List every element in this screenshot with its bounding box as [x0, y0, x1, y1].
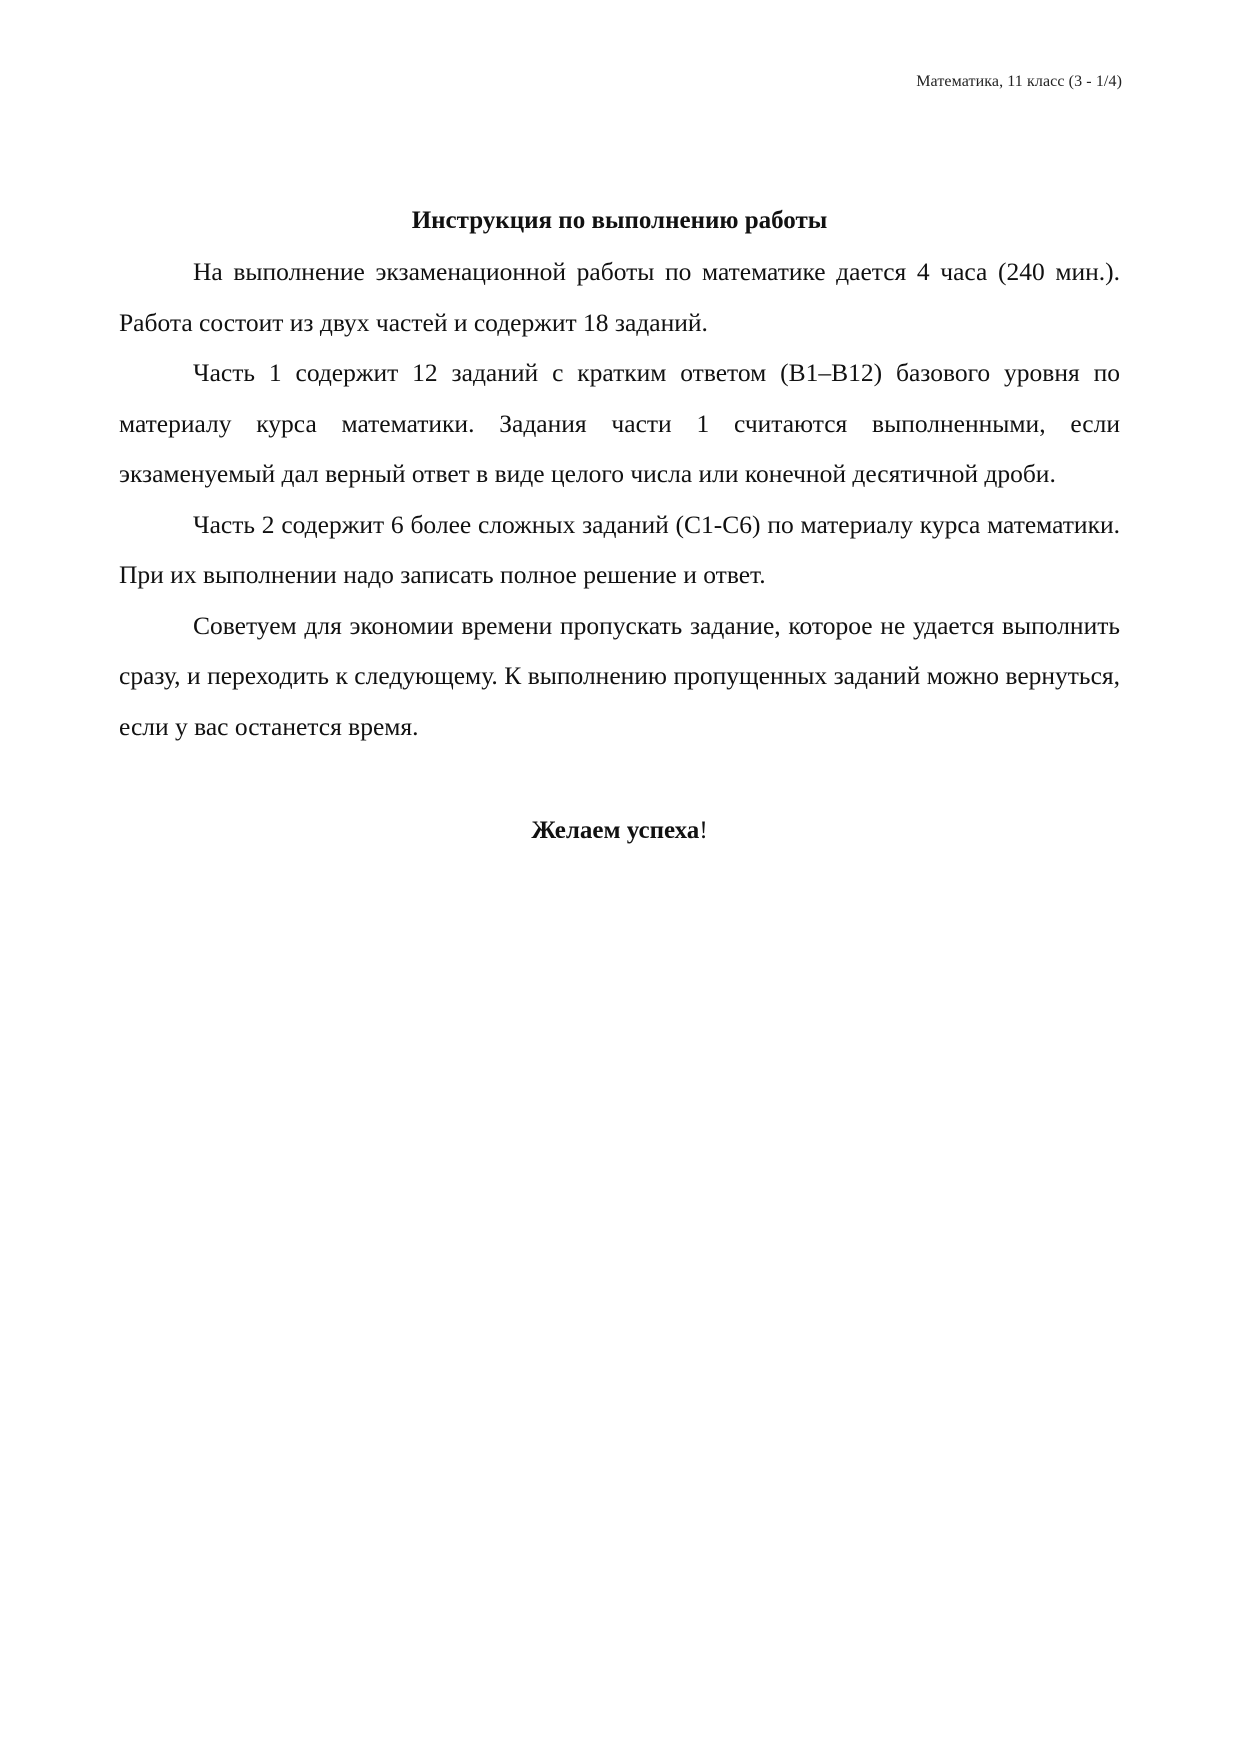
paragraph-part-1: Часть 1 содержит 12 заданий с кратким ответом (B1–B12) базового уровня по материалу курса математики. Задания части 1 считаются выполненными, если экзаменуемый дал верный ответ в виде целого числа или конечной десятичной дроби. [119, 358, 1120, 488]
paragraph-part-2: Часть 2 содержит 6 более сложных заданий (С1-С6) по материалу курса математики. При их выполнении надо записать полное решение и ответ. [119, 509, 1120, 589]
page-header-note: Математика, 11 класс (3 - 1/4) [916, 73, 1122, 90]
document-title: Инструкция по выполнению работы [411, 207, 828, 234]
document-body [119, 204, 1120, 848]
closing-wish-text: Желаем успеха [531, 817, 700, 844]
closing-wish [119, 814, 1120, 848]
paragraph-duration: На выполнение экзаменационной работы по математике дается 4 часа (240 мин.). Работа состоит из двух частей и содержит 18 заданий. [119, 257, 1120, 337]
paragraph-advice: Советуем для экономии времени пропускать задание, которое не удается выполнить сразу, и переходить к следующему. К выполнению пропущенных заданий можно вернуться, если у вас останется время. [119, 610, 1120, 741]
closing-wish-mark: ! [699, 817, 708, 844]
